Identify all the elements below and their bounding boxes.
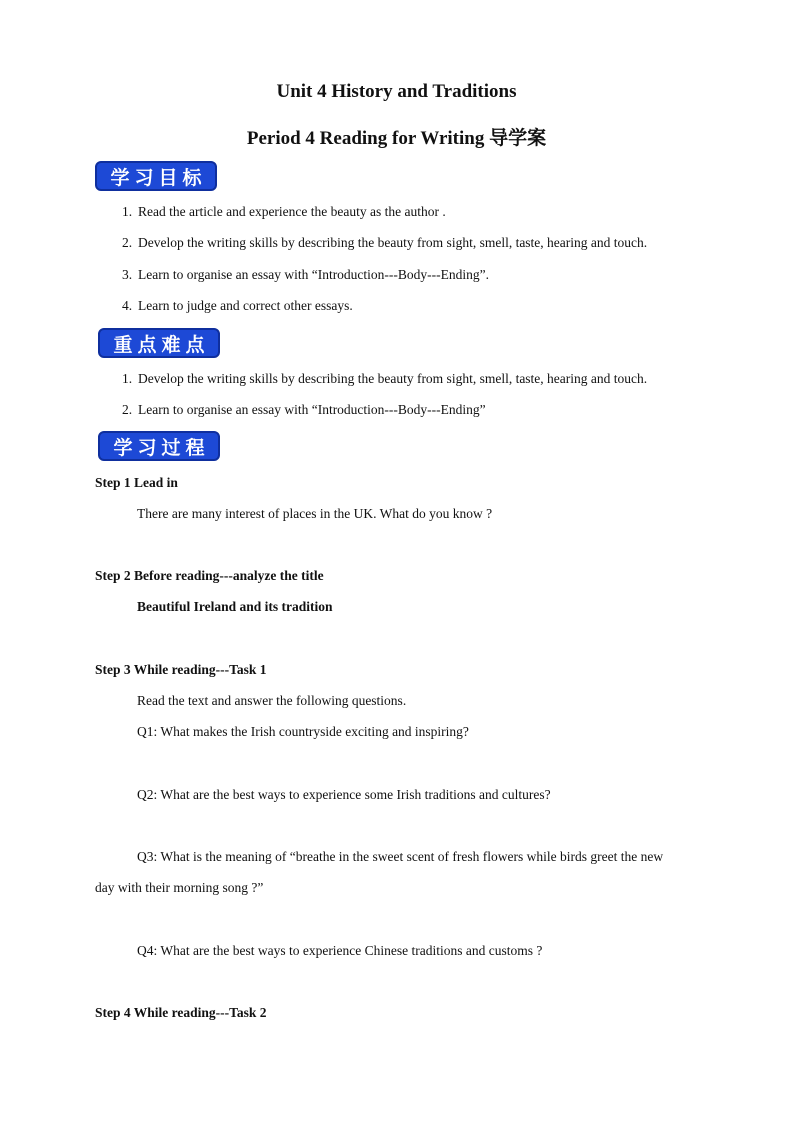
objective-item bbox=[122, 267, 489, 283]
step2-title-text: Beautiful Ireland and its tradition bbox=[137, 599, 333, 614]
document-subtitle: Period 4 Reading for Writing 导学案 bbox=[246, 128, 547, 149]
key-points-badge: 重点难点 bbox=[98, 328, 220, 358]
question-3-line2: day with their morning song ?” bbox=[95, 880, 264, 895]
list-text: Read the article and experience the beauty as the author . bbox=[138, 204, 446, 219]
list-text: Develop the writing skills by describing the beauty from sight, smell, taste, hearing and touch. bbox=[138, 371, 648, 386]
list-number: 4. bbox=[122, 298, 133, 313]
step3-heading: Step 3 While reading---Task 1 bbox=[95, 662, 267, 677]
key-point-item bbox=[122, 402, 486, 418]
step1-text: There are many interest of places in the UK. What do you know ? bbox=[137, 506, 493, 521]
list-number: 2. bbox=[122, 235, 133, 250]
objectives-badge: 学习目标 bbox=[95, 161, 217, 191]
objective-item bbox=[122, 235, 647, 251]
list-text: Learn to judge and correct other essays. bbox=[138, 298, 353, 313]
list-number: 1. bbox=[122, 204, 133, 219]
key-point-item bbox=[122, 371, 647, 387]
list-number: 1. bbox=[122, 371, 133, 386]
step4-heading: Step 4 While reading---Task 2 bbox=[95, 1005, 267, 1020]
list-number: 2. bbox=[122, 402, 133, 417]
list-text: Learn to organise an essay with “Introduction---Body---Ending”. bbox=[138, 267, 490, 282]
question-1: Q1: What makes the Irish countryside exciting and inspiring? bbox=[137, 724, 469, 739]
document-title: Unit 4 History and Traditions bbox=[276, 81, 517, 102]
list-text: Develop the writing skills by describing the beauty from sight, smell, taste, hearing and touch. bbox=[138, 235, 648, 250]
list-text: Learn to organise an essay with “Introduction---Body---Ending” bbox=[138, 402, 486, 417]
process-badge: 学习过程 bbox=[98, 431, 220, 461]
objective-item bbox=[122, 204, 446, 220]
list-number: 3. bbox=[122, 267, 133, 282]
objective-item bbox=[122, 298, 353, 314]
question-2: Q2: What are the best ways to experience some Irish traditions and cultures? bbox=[137, 787, 551, 802]
step2-heading: Step 2 Before reading---analyze the title bbox=[95, 568, 324, 583]
step1-heading: Step 1 Lead in bbox=[95, 475, 178, 490]
question-3-line1: Q3: What is the meaning of “breathe in the sweet scent of fresh flowers while birds greet the new bbox=[137, 849, 664, 864]
step3-intro: Read the text and answer the following questions. bbox=[137, 693, 407, 708]
question-4: Q4: What are the best ways to experience Chinese traditions and customs ? bbox=[137, 943, 543, 958]
